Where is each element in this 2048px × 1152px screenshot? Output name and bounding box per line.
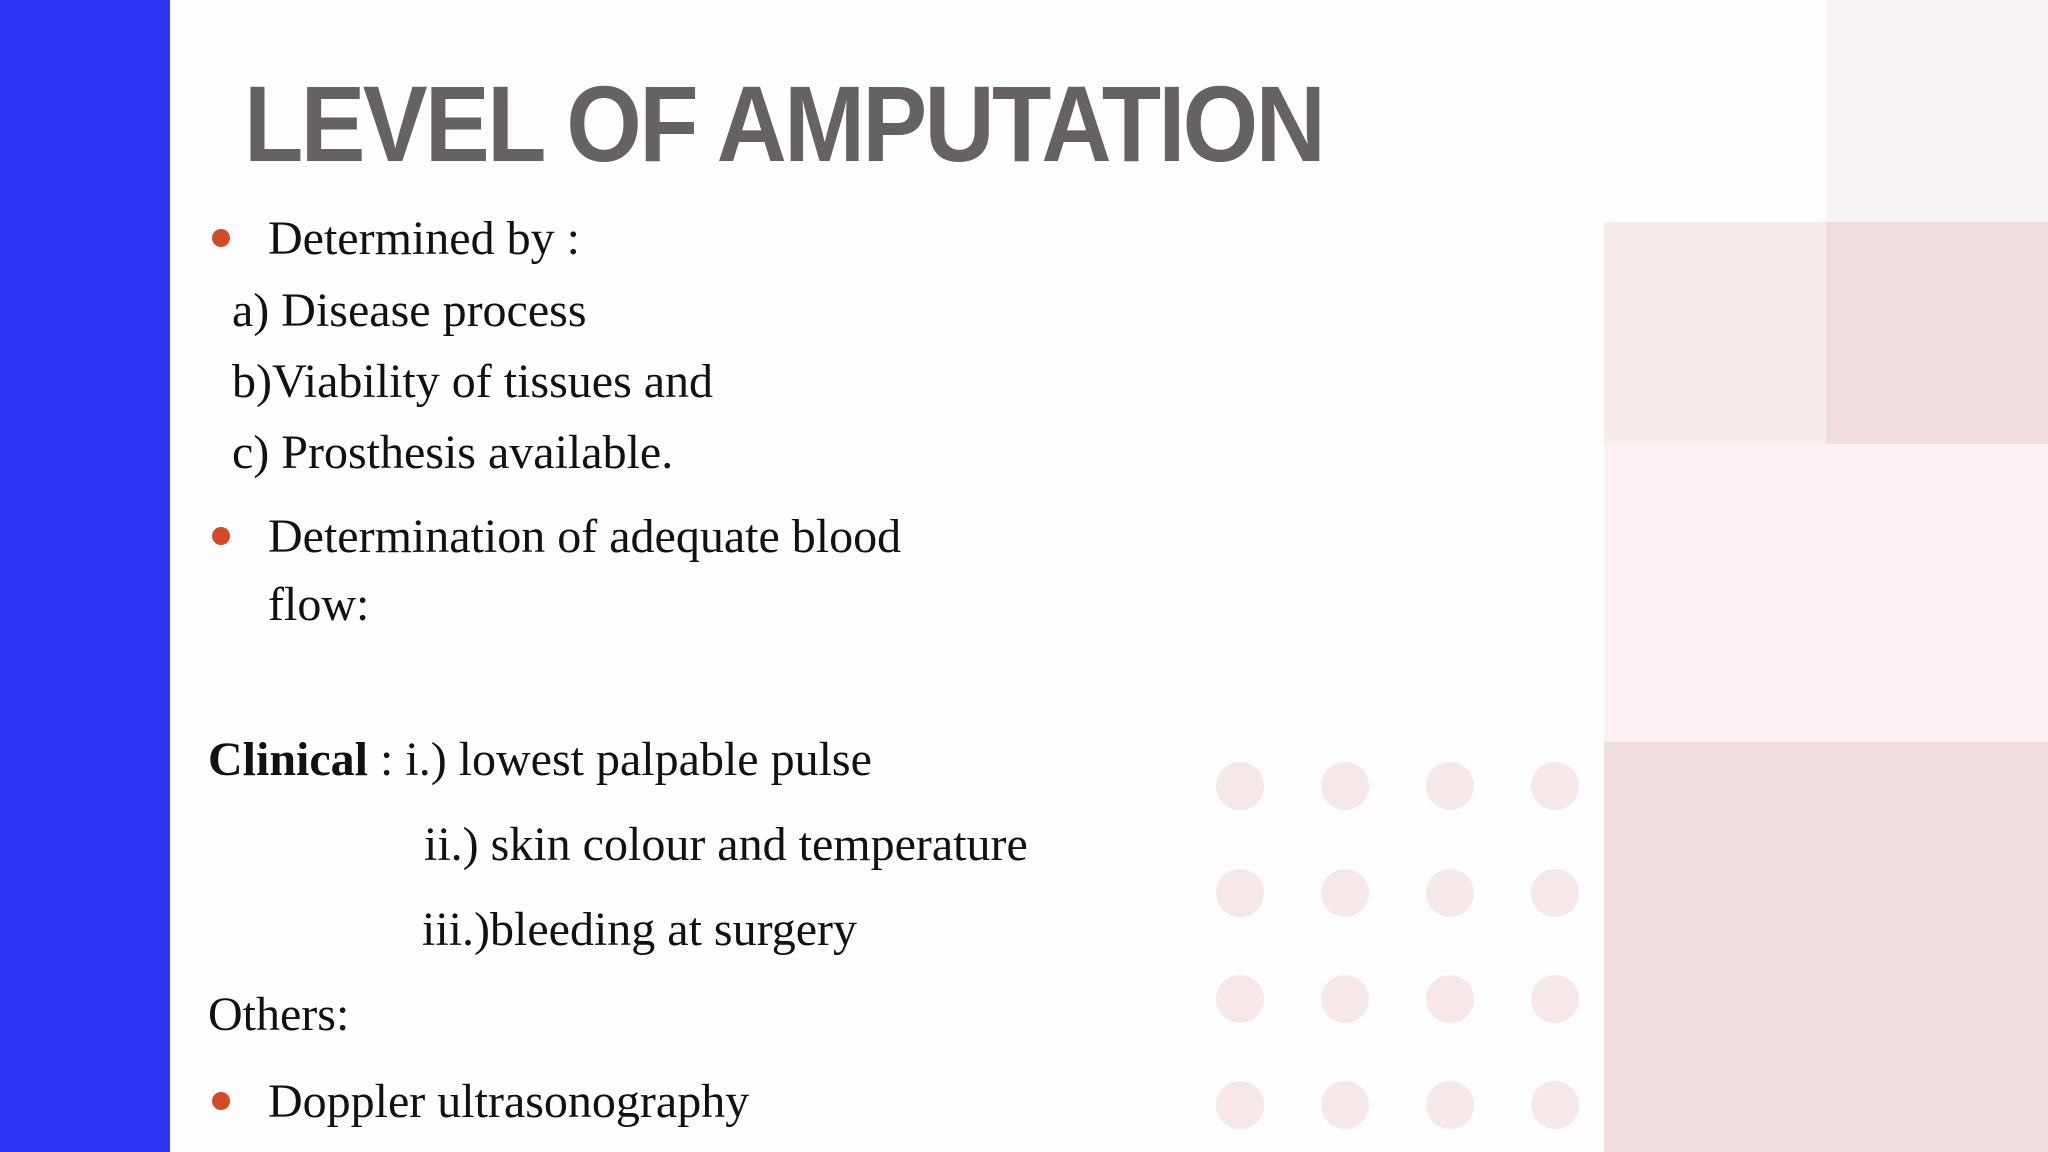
clinical-label: Clinical <box>208 733 369 786</box>
bullet-icon <box>212 1092 230 1110</box>
determinant-item: b)Viability of tissues and <box>232 355 714 408</box>
clinical-item: iii.)bleeding at surgery <box>422 903 857 956</box>
clinical-row <box>208 733 872 786</box>
determinant-item: c) Prosthesis available. <box>232 426 674 479</box>
decor-dot <box>1531 762 1579 810</box>
decor-block-middle <box>1604 444 2048 742</box>
decor-dot <box>1321 869 1369 917</box>
decor-block-upper-left <box>1604 222 1826 444</box>
decor-dot <box>1216 869 1264 917</box>
decor-dot <box>1321 1081 1369 1129</box>
bullet-icon <box>212 229 230 247</box>
determinant-item: a) Disease process <box>232 284 587 337</box>
decor-dot <box>1426 869 1474 917</box>
decor-dot <box>1216 1081 1264 1129</box>
clinical-item: i.) lowest palpable pulse <box>405 733 872 786</box>
decor-dot <box>1216 975 1264 1023</box>
others-item: Doppler ultrasonography <box>268 1075 750 1128</box>
decor-dot <box>1531 869 1579 917</box>
decor-block-upper-right <box>1826 222 2048 444</box>
decor-dot <box>1426 975 1474 1023</box>
decor-dot <box>1426 762 1474 810</box>
clinical-separator: : <box>368 733 406 786</box>
decor-block-bottom <box>1604 742 2048 1152</box>
bullet-icon <box>212 527 230 545</box>
decor-dot <box>1426 1081 1474 1129</box>
decor-dot <box>1321 975 1369 1023</box>
decor-dot <box>1531 1081 1579 1129</box>
decor-dot <box>1216 762 1264 810</box>
others-label: Others: <box>208 988 350 1041</box>
decor-dot <box>1531 975 1579 1023</box>
decor-dot <box>1321 762 1369 810</box>
blue-sidebar <box>0 0 170 1152</box>
slide-title: LEVEL OF AMPUTATION <box>244 63 1324 184</box>
blood-flow-line-1: Determination of adequate blood <box>268 510 902 563</box>
blood-flow-line-2: flow: <box>268 578 370 631</box>
decor-dot-grid <box>1216 762 1580 1126</box>
determined-by-heading: Determined by : <box>268 212 580 265</box>
decor-block-top <box>1826 0 2048 222</box>
clinical-item: ii.) skin colour and temperature <box>424 818 1028 871</box>
